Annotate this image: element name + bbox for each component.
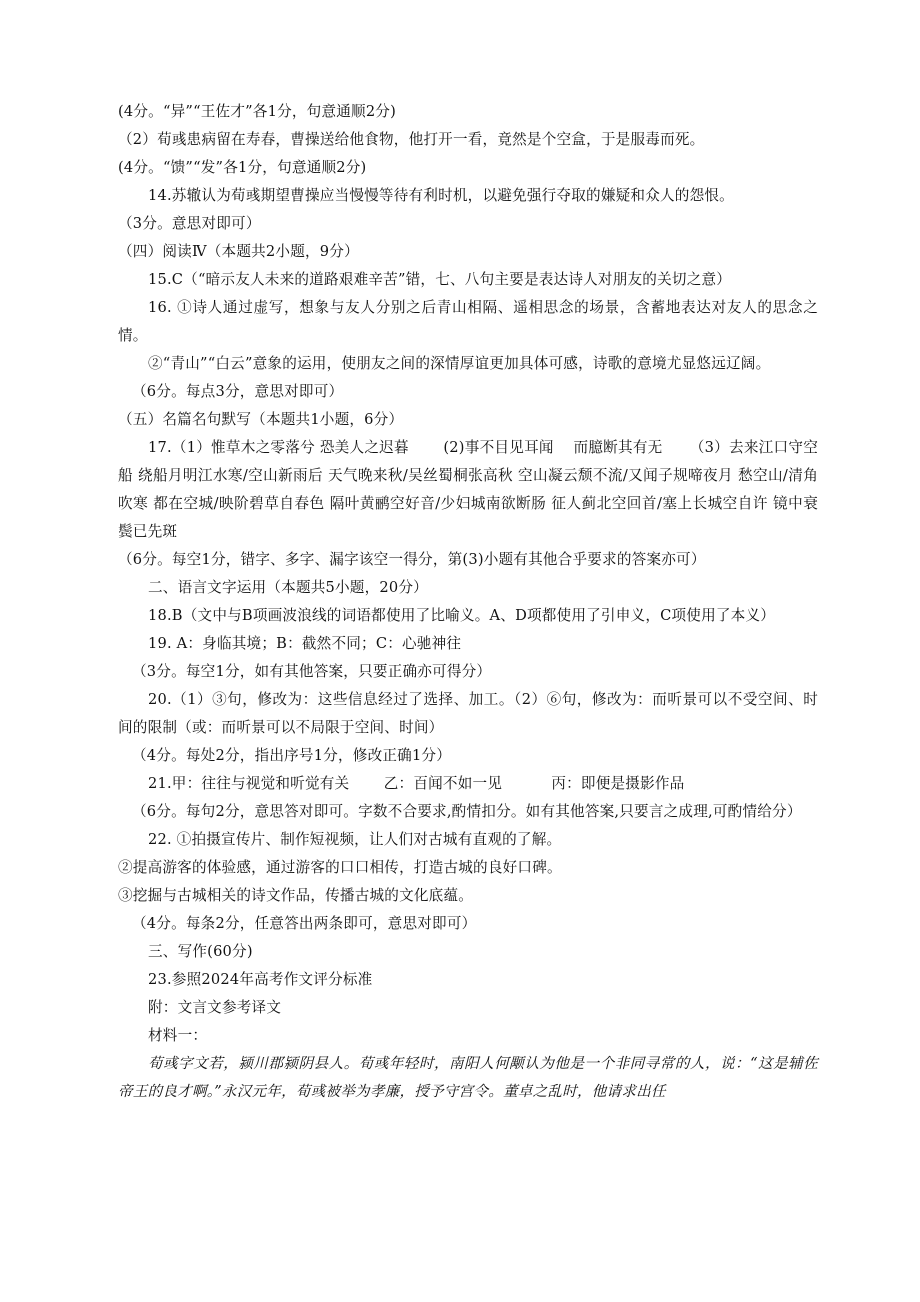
text-line: 材料一： xyxy=(148,1027,208,1044)
text-paragraph: （6分。每句2分，意思答对即可。字数不合要求,酌情扣分。如有其他答案,只要言之成理,可酌情给分） xyxy=(132,803,802,820)
translation-paragraph: 荀彧字文若，颍川郡颍阴县人。荀彧年轻时，南阳人何颙认为他是一个非同寻常的人，说：“这是辅佐帝王的良才啊。”永汉元年，荀彧被举为孝廉，授予守宫令。董卓之乱时，他请求出任 xyxy=(118,1055,818,1100)
text-paragraph: 20.（1）③句，修改为：这些信息经过了选择、加工。（2）⑥句，修改为：而听景可以不受空间、时间的限制（或：而听景可以不局限于空间、时间） xyxy=(118,691,818,736)
text-line: 15.C（“暗示友人未来的道路艰难辛苦”错，七、八句主要是表达诗人对朋友的关切之意） xyxy=(148,271,732,288)
text-line: （6分。每点3分，意思对即可） xyxy=(132,383,344,400)
text-line: 19. A：身临其境；B：截然不同；C：心驰神往 xyxy=(148,635,462,652)
text-line: ③挖掘与古城相关的诗文作品，传播古城的文化底蕴。 xyxy=(118,887,474,904)
text-line: （3分。每空1分，如有其他答案，只要正确亦可得分） xyxy=(132,663,492,680)
section-heading: （四）阅读Ⅳ（本题共2小题，9分） xyxy=(118,243,359,260)
text-line: （4分。每处2分，指出序号1分，修改正确1分） xyxy=(132,747,452,764)
text-line: 21.甲：往往与视觉和听觉有关 乙：百闻不如一见 丙：即便是摄影作品 xyxy=(148,775,685,792)
section-heading: （五）名篇名句默写（本题共1小题，6分） xyxy=(118,411,404,428)
answer-key-page xyxy=(118,98,818,1106)
text-line: 22. ①拍摄宣传片、制作短视频，让人们对古城有直观的了解。 xyxy=(148,831,562,848)
text-paragraph: 16. ①诗人通过虚写，想象与友人分别之后青山相隔、遥相思念的场景，含蓄地表达对友人的思念之情。 xyxy=(118,299,818,344)
text-line: 14.苏辙认为荀彧期望曹操应当慢慢等待有利时机，以避免强行夺取的嫌疑和众人的怨恨。 xyxy=(148,187,734,204)
text-line: (4分。“异”“王佐才”各1分，句意通顺2分) xyxy=(118,103,396,120)
section-heading: 三、写作(60分) xyxy=(148,943,253,960)
text-line: 23.参照2024年高考作文评分标准 xyxy=(148,971,373,988)
text-paragraph: 18.B（文中与B项画波浪线的词语都使用了比喻义。A、D项都使用了引申义，C项使用了本义） xyxy=(148,607,776,624)
text-line: (4分。“馈”“发”各1分，句意通顺2分) xyxy=(118,159,367,176)
text-line: 附：文言文参考译文 xyxy=(148,999,282,1016)
text-line: ②提高游客的体验感，通过游客的口口相传，打造古城的良好口碑。 xyxy=(118,859,562,876)
text-line: （2）荀彧患病留在寿春，曹操送给他食物，他打开一看，竟然是个空盒，于是服毒而死。 xyxy=(118,131,705,148)
text-line: （3分。意思对即可） xyxy=(118,215,261,232)
text-line: （6分。每空1分，错字、多字、漏字该空一得分，第(3)小题有其他合乎要求的答案亦可） xyxy=(118,551,706,568)
text-paragraph: 17.（1）惟草木之零落兮 恐美人之迟暮 (2)事不目见耳闻 而臆断其有无 （3）去来江口守空船 绕船月明江水寒/空山新雨后 天气晚来秋/吴丝蜀桐张高秋 空山凝云颓不流/又闻子规啼夜月 愁空山/清角吹寒 都在空城/映阶碧草自春色 隔叶黄鹂空好音/少妇城南欲断肠 征人蓟北空回首/塞上长城空自许 镜中衰鬓已先斑 xyxy=(118,439,818,540)
section-heading: 二、语言文字运用（本题共5小题，20分） xyxy=(148,579,428,596)
text-paragraph: ②“青山”“白云”意象的运用，使朋友之间的深情厚谊更加具体可感，诗歌的意境尤显悠远辽阔。 xyxy=(148,355,771,372)
text-line: （4分。每条2分，任意答出两条即可，意思对即可） xyxy=(132,915,477,932)
